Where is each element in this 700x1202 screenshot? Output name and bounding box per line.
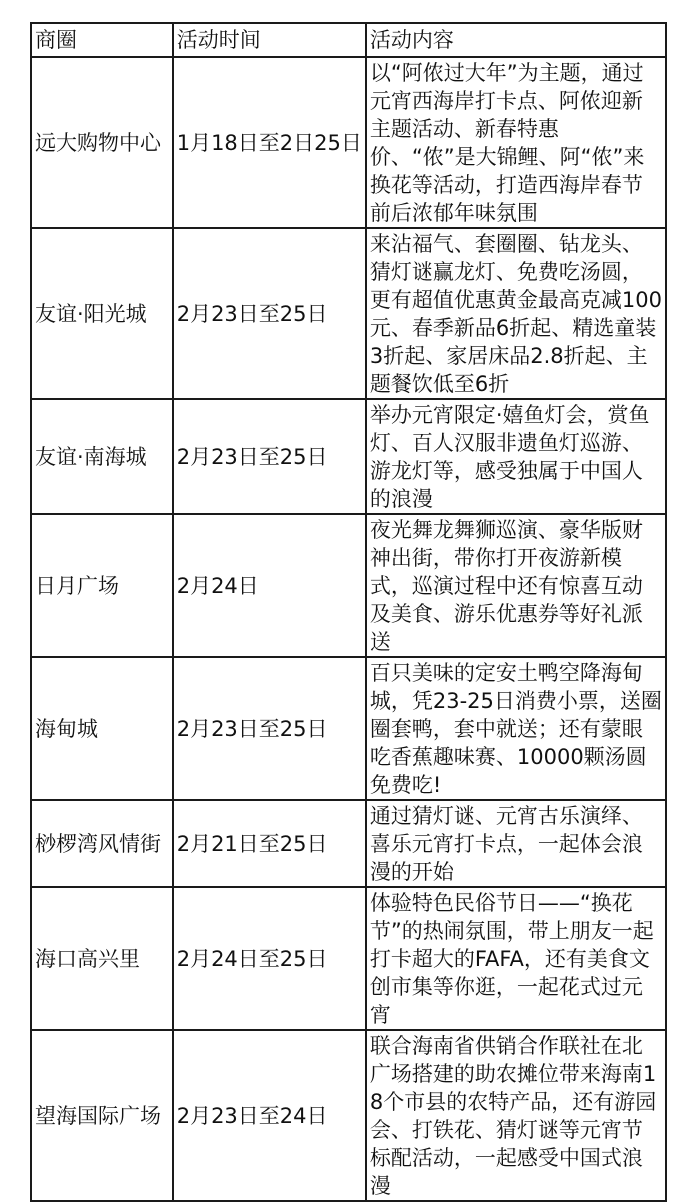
table-row	[31, 228, 666, 399]
district-cell: 日月广场	[31, 514, 173, 657]
header-row	[31, 23, 666, 57]
table-row	[31, 399, 666, 514]
district-cell: 友谊·南海城	[31, 399, 173, 514]
content-cell: 以“阿侬过大年”为主题，通过元宵西海岸打卡点、阿侬迎新主题活动、新春特惠价、“侬”是大锦鲤、阿“侬”来换花等活动，打造西海岸春节前后浓郁年味氛围	[366, 57, 666, 228]
table-row	[31, 1030, 666, 1201]
district-cell: 远大购物中心	[31, 57, 173, 228]
time-cell: 2月23日至24日	[173, 1030, 366, 1201]
table-row	[31, 57, 666, 228]
time-cell: 2月21日至25日	[173, 800, 366, 887]
time-cell: 2月23日至25日	[173, 657, 366, 800]
content-cell: 体验特色民俗节日——“换花节”的热闹氛围，带上朋友一起打卡超大的FAFA，还有美食文创市集等你逛，一起花式过元宵	[366, 887, 666, 1030]
district-cell: 海口高兴里	[31, 887, 173, 1030]
content-cell: 夜光舞龙舞狮巡演、豪华版财神出街，带你打开夜游新模式，巡演过程中还有惊喜互动及美食、游乐优惠券等好礼派送	[366, 514, 666, 657]
time-cell: 2月23日至25日	[173, 399, 366, 514]
time-cell: 2月24日	[173, 514, 366, 657]
event-table	[30, 22, 667, 1202]
district-cell: 望海国际广场	[31, 1030, 173, 1201]
table-row	[31, 800, 666, 887]
header-content: 活动内容	[366, 23, 666, 57]
table-row	[31, 657, 666, 800]
content-cell: 举办元宵限定·嬉鱼灯会，赏鱼灯、百人汉服非遗鱼灯巡游、游龙灯等，感受独属于中国人的浪漫	[366, 399, 666, 514]
time-cell: 2月23日至25日	[173, 228, 366, 399]
content-cell: 百只美味的定安土鸭空降海甸城，凭23-25日消费小票，送圈圈套鸭，套中就送；还有蒙眼吃香蕉趣味赛、10000颗汤圆免费吃!	[366, 657, 666, 800]
header-time: 活动时间	[173, 23, 366, 57]
content-cell: 通过猜灯谜、元宵古乐演绎、喜乐元宵打卡点，一起体会浪漫的开始	[366, 800, 666, 887]
district-cell: 海甸城	[31, 657, 173, 800]
table-row	[31, 514, 666, 657]
content-cell: 联合海南省供销合作联社在北广场搭建的助农摊位带来海南18个市县的农特产品，还有游园会、打铁花、猜灯谜等元宵节标配活动，一起感受中国式浪漫	[366, 1030, 666, 1201]
table-row	[31, 887, 666, 1030]
time-cell: 2月24日至25日	[173, 887, 366, 1030]
content-cell: 来沾福气、套圈圈、钻龙头、猜灯谜赢龙灯、免费吃汤圆，更有超值优惠黄金最高克减100元、春季新品6折起、精选童装3折起、家居床品2.8折起、主题餐饮低至6折	[366, 228, 666, 399]
district-cell: 桫椤湾风情街	[31, 800, 173, 887]
time-cell: 1月18日至2日25日	[173, 57, 366, 228]
district-cell: 友谊·阳光城	[31, 228, 173, 399]
header-district: 商圈	[31, 23, 173, 57]
